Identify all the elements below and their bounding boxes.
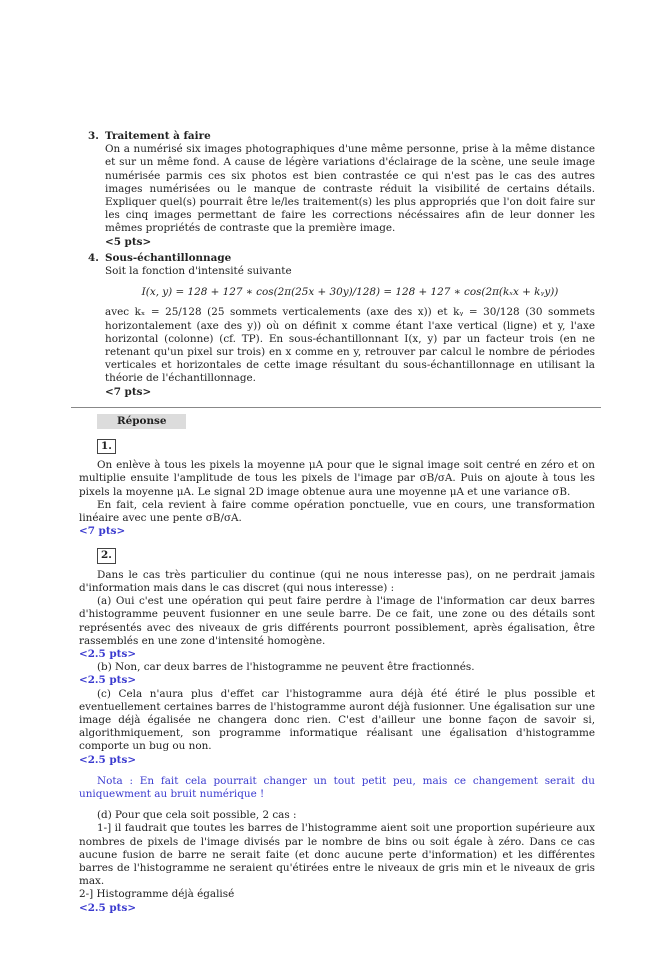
points-label: <7 pts> bbox=[79, 525, 126, 538]
document-page bbox=[79, 130, 595, 915]
question-intro: Soit la fonction d'intensité suivante bbox=[105, 265, 292, 278]
section-divider bbox=[71, 407, 601, 408]
answer-paragraph: En fait, cela revient à faire comme opération ponctuelle, vue en cours, une transformation linéaire avec une pente σB/σA. bbox=[79, 498, 595, 525]
answer-number-box: 2. bbox=[97, 548, 116, 563]
question-text: On a numérisé six images photographiques d'une même personne, prise à la même distance et sur un même fond. A cause de légère variations d'éclairage de la scène, une seule image numérisée parmis ces six photos est bien contrastée ce qui n'est pas le cas des autres images numérisées ou le manque de contraste réduit la visibilité de certains détails. Expliquer quel(s) pourrait être le/les traitement(s) les plus appropriés que l'on doit faire sur les cinq images permettant de faire les corrections nécéssaires afin de leur donner les mêmes propriétés de contraste que la première image. bbox=[105, 143, 595, 235]
question-number: 3. bbox=[88, 130, 99, 142]
question-text: avec kₓ = 25/128 (25 sommets verticalements (axe des x)) et kᵧ = 30/128 (30 sommets horizontalement (axe des y)) où on définit x comme étant l'axe vertical (ligne) et y, l'axe horizontal (colonne) (cf. TP). En sous-échantillonnant I(x, y) par un facteur trois (en ne retenant qu'un pixel sur trois) en x comme en y, retrouver par calcul le nombre de périodes verticales et horizontales de cette image résultant du sous-échantillonnage en utilisant la théorie de l'échantillonnage. bbox=[105, 306, 595, 385]
answer-paragraph: On enlève à tous les pixels la moyenne μA pour que le signal image soit centré en zéro et on multiplie ensuite l'amplitude de tous les pixels de l'image par σB/σA. Puis on ajoute à tous les pixels la moyenne μA. Le signal 2D image obtenue aura une moyenne μA et une variance σB. bbox=[79, 459, 595, 498]
question-3 bbox=[79, 130, 595, 249]
answer-case-2: 2-] Histogramme déjà égalisé bbox=[79, 888, 235, 901]
answer-part-c: (c) Cela n'aura plus d'effet car l'histogramme aura déjà été étiré le plus possible et eventuellement certaines barres de l'histogramme auront déjà fusionner. Une égalisation sur une image déjà égalisée ne changera donc rien. C'est d'ailleur une bonne façon de savoir si, algorithmiquement, son programme informatique réalisant une égalisation d'histogramme comporte un bug ou non. bbox=[79, 687, 595, 753]
nota-note: Nota : En fait cela pourrait changer un tout petit peu, mais ce changement serait du uniquewment au bruit numérique ! bbox=[79, 774, 595, 800]
answer-case-1: 1-] il faudrait que toutes les barres de l'histogramme aient soit une proportion supérieure aux nombres de pixels de l'image divisés par le nombre de bins ou soit égale à zéro. Dans ce cas aucune fusion de barre ne serait faite (et donc aucune perte d'information) et les différentes barres de l'histogramme ne seraient qu'étirées entre le niveaux de gris min et le niveaux de gris max. bbox=[79, 822, 595, 888]
points-label: <7 pts> bbox=[105, 385, 152, 398]
answer-part-b: (b) Non, car deux barres de l'histogramme ne peuvent être fractionnés. bbox=[97, 661, 475, 674]
points-label: <2.5 pts> bbox=[79, 901, 137, 914]
intensity-equation: I(x, y) = 128 + 127 ∗ cos(2π(25x + 30y)/128) = 128 + 127 ∗ cos(2π(kₓx + kᵧy)) bbox=[141, 286, 559, 299]
points-label: <2.5 pts> bbox=[79, 674, 137, 687]
question-number: 4. bbox=[88, 251, 99, 264]
answer-number-box: 1. bbox=[97, 439, 116, 454]
question-title: Traitement à faire bbox=[105, 130, 211, 142]
answer-2 bbox=[79, 542, 595, 914]
answer-paragraph: Dans le cas très particulier du continue (qui ne nous interesse pas), on ne perdrait jamais d'information mais dans le cas discret (qui nous interesse) : bbox=[79, 568, 595, 594]
reponse-heading: Réponse bbox=[97, 414, 186, 429]
points-label: <2.5 pts> bbox=[79, 753, 137, 766]
answer-part-d: (d) Pour que cela soit possible, 2 cas : bbox=[97, 809, 297, 822]
answer-part-a: (a) Oui c'est une opération qui peut faire perdre à l'image de l'information car deux barres d'histogramme peuvent fusionner en une seule barre. De ce fait, une zone ou des détails sont représentés avec des niveaux de gris différents pourront possiblement, après égalisation, être rassemblés en une zone d'intensité homogène. bbox=[79, 595, 595, 647]
question-4 bbox=[79, 252, 595, 399]
question-title: Sous-échantillonnage bbox=[105, 251, 232, 264]
answer-1 bbox=[79, 433, 595, 538]
points-label: <5 pts> bbox=[105, 235, 152, 248]
points-label: <2.5 pts> bbox=[79, 647, 137, 660]
